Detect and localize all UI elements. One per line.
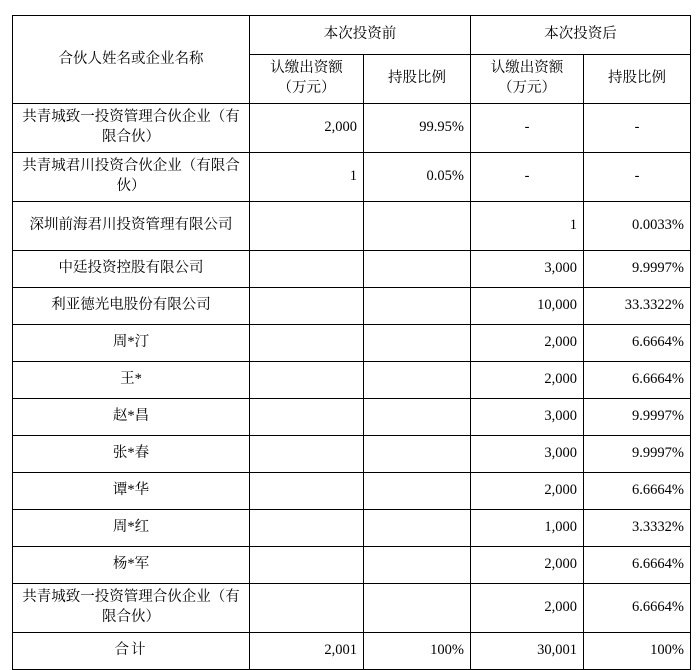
cell-partner-name: 谭*华 <box>13 473 250 510</box>
cell-partner-name: 杨*军 <box>13 547 250 584</box>
table-row <box>13 325 691 362</box>
cell-before-contribution <box>250 399 364 436</box>
table-total-row <box>13 633 691 670</box>
table-row <box>13 362 691 399</box>
table-row <box>13 104 691 153</box>
header-cell-before-contribution: 认缴出资额（万元） <box>250 55 364 104</box>
cell-after-ratio: 6.6664% <box>584 325 691 362</box>
table-header-row-groups <box>13 16 691 55</box>
cell-after-ratio: 9.9997% <box>584 399 691 436</box>
cell-before-contribution <box>250 251 364 288</box>
cell-total-after-ratio: 100% <box>584 633 691 670</box>
cell-total-before-contribution: 2,001 <box>250 633 364 670</box>
cell-partner-name: 中廷投资控股有限公司 <box>13 251 250 288</box>
cell-total-before-ratio: 100% <box>364 633 471 670</box>
cell-after-ratio: 9.9997% <box>584 436 691 473</box>
cell-before-ratio <box>364 202 471 251</box>
cell-before-contribution: 1 <box>250 153 364 202</box>
cell-before-contribution <box>250 288 364 325</box>
table-row <box>13 288 691 325</box>
header-cell-before-ratio: 持股比例 <box>364 55 471 104</box>
table-body <box>13 16 691 670</box>
cell-after-contribution: 3,000 <box>471 399 584 436</box>
partner-capital-table <box>12 15 691 670</box>
cell-before-ratio <box>364 325 471 362</box>
header-cell-after-group: 本次投资后 <box>471 16 691 55</box>
cell-before-ratio <box>364 399 471 436</box>
cell-after-ratio: - <box>584 104 691 153</box>
table-row <box>13 153 691 202</box>
table-row <box>13 584 691 633</box>
cell-after-ratio: 6.6664% <box>584 584 691 633</box>
cell-before-ratio <box>364 584 471 633</box>
cell-before-contribution <box>250 325 364 362</box>
cell-partner-name: 共青城致一投资管理合伙企业（有限合伙） <box>13 584 250 633</box>
cell-after-contribution: 2,000 <box>471 473 584 510</box>
cell-before-ratio <box>364 362 471 399</box>
cell-after-contribution: 2,000 <box>471 547 584 584</box>
cell-after-contribution: 3,000 <box>471 436 584 473</box>
cell-before-contribution: 2,000 <box>250 104 364 153</box>
cell-total-label: 合计 <box>13 633 250 670</box>
cell-before-ratio <box>364 251 471 288</box>
cell-partner-name: 周*汀 <box>13 325 250 362</box>
header-cell-name: 合伙人姓名或企业名称 <box>13 16 250 104</box>
cell-after-contribution: - <box>471 104 584 153</box>
cell-before-ratio <box>364 436 471 473</box>
cell-after-contribution: 2,000 <box>471 362 584 399</box>
cell-after-contribution: 2,000 <box>471 584 584 633</box>
cell-after-contribution: 1 <box>471 202 584 251</box>
cell-after-ratio: 6.6664% <box>584 547 691 584</box>
cell-partner-name: 深圳前海君川投资管理有限公司 <box>13 202 250 251</box>
cell-before-ratio <box>364 473 471 510</box>
cell-partner-name: 利亚德光电股份有限公司 <box>13 288 250 325</box>
table-row <box>13 251 691 288</box>
cell-before-contribution <box>250 436 364 473</box>
cell-after-ratio: - <box>584 153 691 202</box>
cell-partner-name: 王* <box>13 362 250 399</box>
cell-partner-name: 赵*昌 <box>13 399 250 436</box>
cell-before-contribution <box>250 202 364 251</box>
cell-after-ratio: 6.6664% <box>584 473 691 510</box>
cell-partner-name: 共青城君川投资合伙企业（有限合伙） <box>13 153 250 202</box>
cell-before-contribution <box>250 547 364 584</box>
cell-after-ratio: 9.9997% <box>584 251 691 288</box>
cell-before-contribution <box>250 362 364 399</box>
cell-before-ratio <box>364 510 471 547</box>
cell-partner-name: 共青城致一投资管理合伙企业（有限合伙） <box>13 104 250 153</box>
table-row <box>13 399 691 436</box>
cell-after-ratio: 33.3322% <box>584 288 691 325</box>
cell-after-ratio: 0.0033% <box>584 202 691 251</box>
cell-after-contribution: 3,000 <box>471 251 584 288</box>
cell-after-contribution: - <box>471 153 584 202</box>
cropped-heading-text <box>12 6 692 14</box>
cell-after-contribution: 10,000 <box>471 288 584 325</box>
header-cell-after-contribution: 认缴出资额（万元） <box>471 55 584 104</box>
cell-before-contribution <box>250 510 364 547</box>
cell-after-ratio: 6.6664% <box>584 362 691 399</box>
cell-before-ratio <box>364 547 471 584</box>
table-row <box>13 510 691 547</box>
table-row <box>13 547 691 584</box>
table-row <box>13 202 691 251</box>
cell-after-ratio: 3.3332% <box>584 510 691 547</box>
cell-before-ratio: 0.05% <box>364 153 471 202</box>
header-cell-after-ratio: 持股比例 <box>584 55 691 104</box>
cell-after-contribution: 1,000 <box>471 510 584 547</box>
cell-partner-name: 周*红 <box>13 510 250 547</box>
cell-before-ratio <box>364 288 471 325</box>
cell-before-ratio: 99.95% <box>364 104 471 153</box>
header-cell-before-group: 本次投资前 <box>250 16 471 55</box>
cell-before-contribution <box>250 473 364 510</box>
cell-after-contribution: 2,000 <box>471 325 584 362</box>
table-row <box>13 473 691 510</box>
cell-before-contribution <box>250 584 364 633</box>
cell-total-after-contribution: 30,001 <box>471 633 584 670</box>
table-row <box>13 436 691 473</box>
cell-partner-name: 张*春 <box>13 436 250 473</box>
